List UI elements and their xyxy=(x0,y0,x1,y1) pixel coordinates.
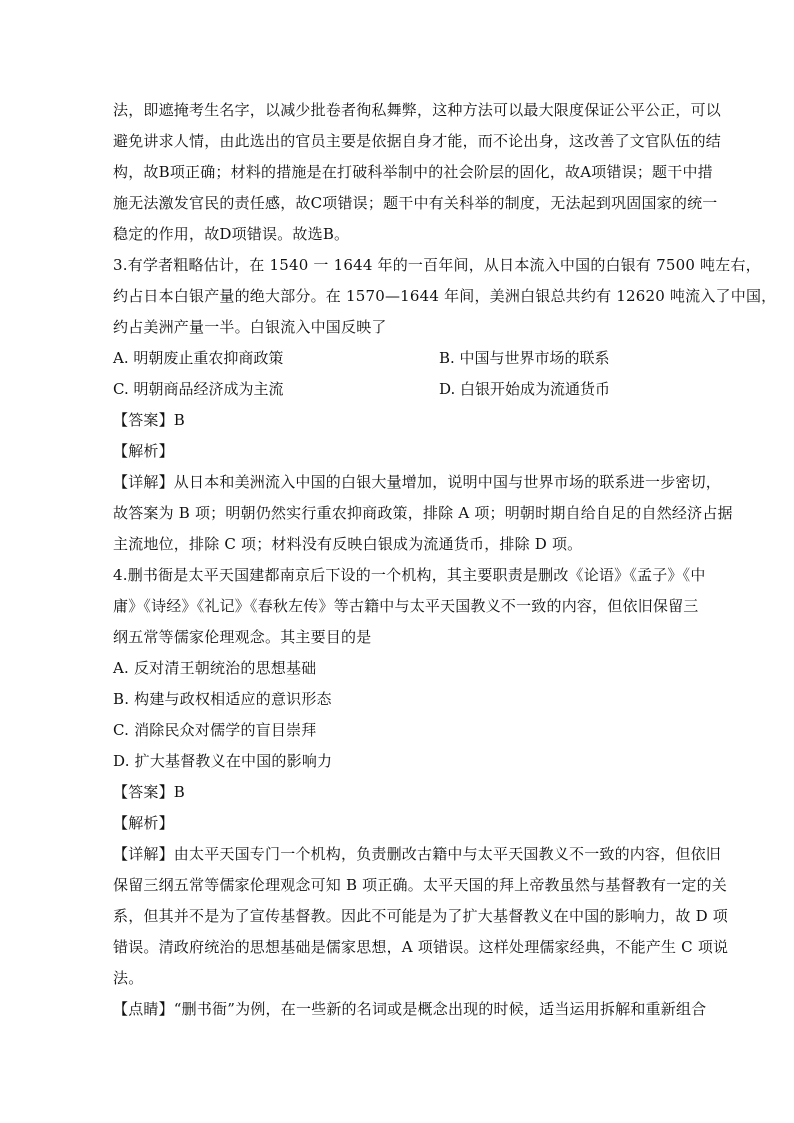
option-b: B. 构建与政权相适应的意识形态 xyxy=(113,690,332,708)
detail-line: 法。 xyxy=(113,969,144,987)
tip-line: 【点睛】“删书衙”为例，在一些新的名词或是概念出现的时候，适当运用拆解和重新组合 xyxy=(113,1000,707,1018)
question-stem-line: 3.有学者粗略估计，在 1540 一 1644 年的一百年间，从日本流入中国的白银有 7500 吨左右， xyxy=(113,256,761,274)
detail-line: 主流地位，排除 C 项；材料没有反映白银成为流通货币，排除 D 项。 xyxy=(113,535,583,553)
question-stem-line: 约占日本白银产量的绝大部分。在 1570—1644 年间，美洲白银总共约有 12620 吨流入了中国， xyxy=(113,287,777,305)
option-c: C. 明朝商品经济成为主流 xyxy=(113,380,284,398)
options-row xyxy=(113,374,685,405)
question-stem-line: 庸》《诗经》《礼记》《春秋左传》等古籍中与太平天国教义不一致的内容，但依旧保留三 xyxy=(113,597,699,615)
question-stem-line: 4.删书衙是太平天国建都南京后下设的一个机构，其主要职责是删改《论语》《孟子》《中 xyxy=(113,566,706,584)
option-a: A. 反对清王朝统治的思想基础 xyxy=(113,659,317,677)
q2-explanation xyxy=(113,95,722,250)
analysis-label: 【解析】 xyxy=(113,814,174,832)
detail-line: 【详解】由太平天国专门一个机构，负责删改古籍中与太平天国教义不一致的内容，但依旧 xyxy=(113,845,722,863)
text-line: 施无法激发官民的责任感，故C项错误；题干中有关科举的制度，无法起到巩固国家的统一 xyxy=(113,194,718,212)
page-content xyxy=(113,95,777,1025)
option-d: D. 扩大基督教义在中国的影响力 xyxy=(113,752,333,770)
answer-line: 【答案】B xyxy=(113,783,186,801)
option-c: C. 消除民众对儒学的盲目崇拜 xyxy=(113,721,317,739)
question-stem-line: 约占美洲产量一半。白银流入中国反映了 xyxy=(113,318,387,336)
text-line: 避免讲求人情，由此选出的官员主要是依据自身才能，而不论出身，这改善了文官队伍的结 xyxy=(113,132,722,150)
answer-line: 【答案】B xyxy=(113,411,186,429)
detail-line: 【详解】从日本和美洲流入中国的白银大量增加，说明中国与世界市场的联系进一步密切， xyxy=(113,473,722,491)
question-4 xyxy=(113,560,729,1025)
text-line: 法，即遮掩考生名字，以减少批卷者徇私舞弊，这种方法可以最大限度保证公平公正，可以 xyxy=(113,101,722,119)
analysis-label: 【解析】 xyxy=(113,442,174,460)
text-line: 构，故B项正确；材料的措施是在打破科举制中的社会阶层的固化，故A项错误；题干中措 xyxy=(113,163,713,181)
detail-line: 故答案为 B 项；明朝仍然实行重农抑商政策，排除 A 项；明朝时期自给自足的自然经济占据 xyxy=(113,504,733,522)
option-b: B. 中国与世界市场的联系 xyxy=(439,349,610,367)
question-stem-line: 纲五常等儒家伦理观念。其主要目的是 xyxy=(113,628,372,646)
option-d: D. 白银开始成为流通货币 xyxy=(439,380,611,398)
detail-line: 系，但其并不是为了宣传基督教。因此不可能是为了扩大基督教义在中国的影响力，故 D 项 xyxy=(113,907,728,925)
options-row xyxy=(113,343,685,374)
text-line: 稳定的作用，故D项错误。故选B。 xyxy=(113,225,350,243)
question-3 xyxy=(113,250,777,560)
detail-line: 错误。清政府统治的思想基础是儒家思想，A 项错误。这样处理儒家经典，不能产生 C 项说 xyxy=(113,938,729,956)
option-a: A. 明朝废止重农抑商政策 xyxy=(113,349,284,367)
detail-line: 保留三纲五常等儒家伦理观念可知 B 项正确。太平天国的拜上帝教虽然与基督教有一定的关 xyxy=(113,876,727,894)
